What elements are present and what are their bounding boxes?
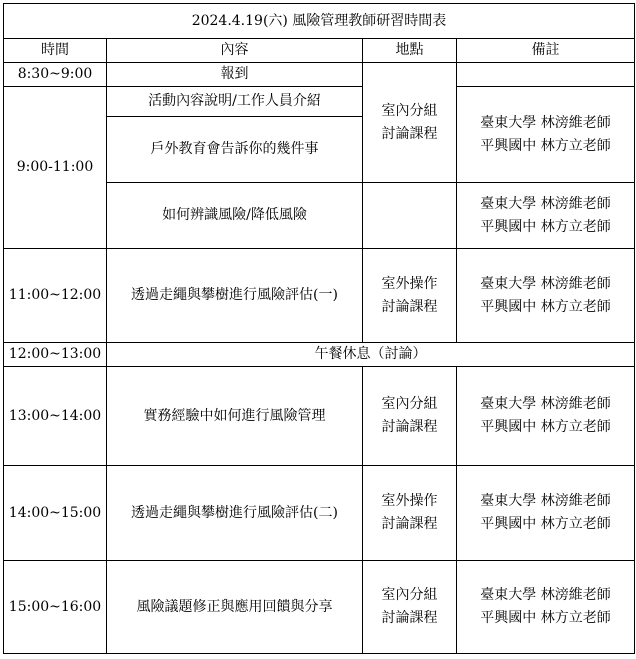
table-row: [4, 63, 635, 87]
header-content: 內容: [107, 39, 363, 63]
notes-cell: [457, 249, 635, 343]
location-line: 討論課程: [381, 610, 438, 626]
notes-cell: [457, 63, 635, 87]
content-cell: 透過走繩與攀樹進行風險評估(二): [107, 466, 363, 561]
notes-cell: [457, 183, 635, 249]
header-notes: 備註: [457, 39, 635, 63]
notes-line: 平興國中 林方立老師: [480, 218, 611, 235]
content-cell: 如何辨識風險/降低風險: [107, 183, 363, 249]
time-cell: 15:00~16:00: [4, 561, 107, 654]
notes-cell: [457, 466, 635, 561]
table-row: [4, 87, 635, 117]
location-cell: [363, 63, 457, 183]
content-cell: 實務經驗中如何進行風險管理: [107, 367, 363, 466]
time-cell: 12:00~13:00: [4, 343, 107, 367]
location-line: 討論課程: [381, 516, 438, 532]
location-cell: [363, 249, 457, 343]
notes-cell: [457, 561, 635, 654]
notes-cell: [457, 87, 635, 183]
header-row: [4, 39, 635, 63]
location-line: 討論課程: [381, 298, 438, 315]
header-location: 地點: [363, 39, 457, 63]
table-row: [4, 367, 635, 466]
notes-line: 臺東大學 林滂維老師: [480, 195, 611, 212]
location-line: 室外操作: [381, 493, 438, 509]
time-cell: 9:00-11:00: [4, 87, 107, 249]
header-time: 時間: [4, 39, 107, 63]
table-title: 2024.4.19(六) 風險管理教師研習時間表: [4, 4, 635, 39]
location-line: 室內分組: [381, 396, 438, 412]
notes-cell: [457, 367, 635, 466]
location-line: 討論課程: [381, 419, 438, 435]
location-cell: [363, 561, 457, 654]
time-cell: 14:00~15:00: [4, 466, 107, 561]
table-row: [4, 561, 635, 654]
content-cell: 透過走繩與攀樹進行風險評估(一): [107, 249, 363, 343]
time-cell: 8:30~9:00: [4, 63, 107, 87]
notes-line: 平興國中 林方立老師: [480, 610, 611, 626]
notes-line: 臺東大學 林滂維老師: [480, 396, 611, 412]
notes-line: 平興國中 林方立老師: [480, 419, 611, 435]
table-row: [4, 343, 635, 367]
notes-line: 平興國中 林方立老師: [480, 137, 611, 154]
title-row: [4, 4, 635, 39]
location-line: 室內分組: [381, 587, 438, 603]
location-line: 室內分組: [381, 102, 438, 119]
content-cell: 風險議題修正與應用回饋與分享: [107, 561, 363, 654]
notes-line: 平興國中 林方立老師: [480, 516, 611, 532]
content-cell: 報到: [107, 63, 363, 87]
location-cell: [363, 367, 457, 466]
location-cell: [363, 183, 457, 249]
schedule-document: [3, 3, 635, 654]
location-cell: [363, 466, 457, 561]
table-row: [4, 249, 635, 343]
time-cell: 11:00~12:00: [4, 249, 107, 343]
content-cell: 午餐休息（討論）: [107, 343, 635, 367]
location-line: 討論課程: [381, 125, 438, 142]
schedule-table: [3, 3, 635, 654]
location-line: 室外操作: [381, 275, 438, 292]
notes-line: 臺東大學 林滂維老師: [480, 114, 611, 131]
content-cell: 活動內容說明/工作人員介紹: [107, 87, 363, 117]
notes-line: 平興國中 林方立老師: [480, 298, 611, 315]
notes-line: 臺東大學 林滂維老師: [480, 587, 611, 603]
notes-line: 臺東大學 林滂維老師: [480, 275, 611, 292]
content-cell: 戶外教育會告訴你的幾件事: [107, 117, 363, 183]
time-cell: 13:00~14:00: [4, 367, 107, 466]
table-row: [4, 466, 635, 561]
notes-line: 臺東大學 林滂維老師: [480, 493, 611, 509]
